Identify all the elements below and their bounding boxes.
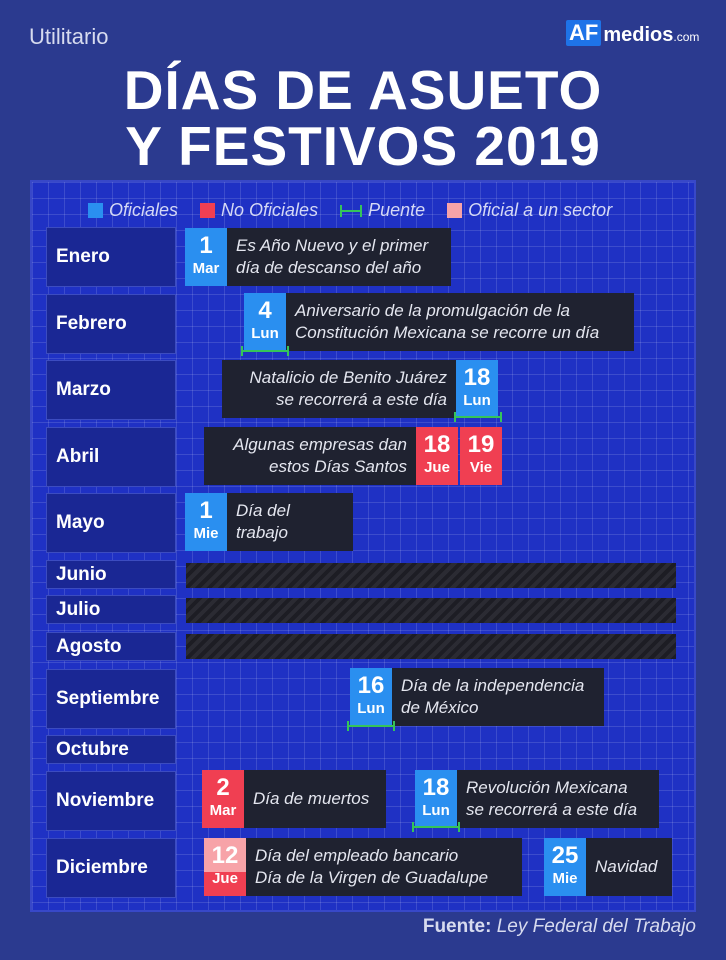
bracket-icon <box>340 205 362 217</box>
legend-puente-label: Puente <box>368 200 426 220</box>
day-number: 1 <box>199 497 213 524</box>
empty-bar-agosto <box>186 634 676 659</box>
puente-bracket-nov <box>412 822 460 832</box>
desc-line: Algunas empresas dan <box>233 435 407 454</box>
desc-line: Día del empleado bancario <box>255 846 459 865</box>
source-label: Fuente: <box>422 916 492 937</box>
day-of-week: Lun <box>422 802 450 819</box>
pink-square-icon <box>447 203 462 218</box>
date-badge-abr-19 <box>460 427 502 485</box>
desc-sep <box>392 668 604 726</box>
day-of-week: Jue <box>424 459 450 476</box>
day-number: 18 <box>463 364 491 391</box>
day-number: 25 <box>551 842 579 869</box>
day-of-week: Vie <box>469 459 493 476</box>
month-junio: Junio <box>46 560 176 589</box>
day-of-week: Lun <box>251 325 279 342</box>
desc-line: Natalicio de Benito Juárez <box>249 368 447 387</box>
month-abril: Abril <box>46 427 176 487</box>
logo-af: AF <box>566 20 601 46</box>
desc-mar <box>222 360 456 418</box>
desc-line: Día del trabajo <box>236 501 290 542</box>
desc-line: Día de muertos <box>253 789 370 808</box>
month-diciembre: Diciembre <box>46 838 176 898</box>
date-badge-mar <box>456 360 498 418</box>
desc-line: Constitución Mexicana se recorre un día <box>295 323 600 342</box>
desc-dic-2 <box>586 838 672 896</box>
month-octubre: Octubre <box>46 735 176 764</box>
source-credit <box>423 916 696 938</box>
date-badge-nov-18 <box>415 770 457 828</box>
legend-puente <box>340 200 425 221</box>
desc-dic-1 <box>246 838 522 896</box>
date-badge-dic-25 <box>544 838 586 896</box>
legend-no-oficiales <box>200 200 318 221</box>
date-badge-dic-12 <box>204 838 246 896</box>
day-of-week: Mie <box>193 525 219 542</box>
day-of-week: Lun <box>463 392 491 409</box>
desc-line: Día de la independencia <box>401 676 585 695</box>
legend-oficiales <box>88 200 178 221</box>
legend-no-oficiales-label: No Oficiales <box>221 200 319 220</box>
day-number: 16 <box>357 672 385 699</box>
month-febrero: Febrero <box>46 294 176 354</box>
day-number: 1 <box>199 232 213 259</box>
desc-line: se recorrerá a este día <box>466 800 638 819</box>
desc-line: estos Días Santos <box>269 457 407 476</box>
month-noviembre: Noviembre <box>46 771 176 831</box>
day-number: 18 <box>422 774 450 801</box>
date-badge-sep <box>350 668 392 726</box>
day-of-week: Mar <box>192 260 220 277</box>
legend-sector-label: Oficial a un sector <box>468 200 613 220</box>
date-badge-may <box>185 493 227 551</box>
month-marzo: Marzo <box>46 360 176 420</box>
empty-bar-junio <box>186 563 676 588</box>
desc-feb <box>286 293 634 351</box>
date-badge-feb <box>244 293 286 351</box>
logo-domain: .com <box>673 30 700 44</box>
source-value: Ley Federal del Trabajo <box>496 916 696 937</box>
red-square-icon <box>200 203 215 218</box>
desc-may <box>227 493 353 551</box>
section-label: Utilitario <box>29 24 109 49</box>
date-badge-nov-2 <box>202 770 244 828</box>
desc-line: Es Año Nuevo y el primer <box>236 236 429 255</box>
desc-nov-1 <box>244 770 386 828</box>
title-line-2: Y FESTIVOS 2019 <box>125 115 601 177</box>
blue-square-icon <box>88 203 103 218</box>
legend-sector <box>447 200 612 221</box>
desc-line: Aniversario de la promulgación de la <box>295 301 570 320</box>
desc-abr <box>204 427 416 485</box>
month-septiembre: Septiembre <box>46 669 176 729</box>
day-of-week: Mar <box>209 802 237 819</box>
legend <box>88 200 634 221</box>
calendar-panel <box>30 180 696 912</box>
desc-line: día de descanso del año <box>236 258 422 277</box>
empty-bar-julio <box>186 598 676 623</box>
desc-line: se recorrerá a este día <box>275 390 447 409</box>
title-line-1: DÍAS DE ASUETO <box>123 59 603 121</box>
date-badge-abr-18 <box>416 427 458 485</box>
desc-ene <box>227 228 451 286</box>
day-number: 4 <box>258 297 272 324</box>
month-mayo: Mayo <box>46 493 176 553</box>
day-of-week: Jue <box>212 870 238 887</box>
month-enero: Enero <box>46 227 176 287</box>
day-number: 2 <box>216 774 230 801</box>
puente-bracket-mar <box>454 412 502 422</box>
month-agosto: Agosto <box>46 632 176 661</box>
desc-line: Revolución Mexicana <box>466 778 628 797</box>
legend-oficiales-label: Oficiales <box>109 200 179 220</box>
logo-medios: medios <box>603 24 674 46</box>
desc-line: Día de la Virgen de Guadalupe <box>255 868 489 887</box>
day-number: 12 <box>211 842 239 869</box>
day-number: 19 <box>467 431 495 458</box>
date-badge-ene <box>185 228 227 286</box>
day-of-week: Mie <box>552 870 578 887</box>
day-of-week: Lun <box>357 700 385 717</box>
afmedios-logo <box>566 20 699 46</box>
day-number: 18 <box>423 431 451 458</box>
desc-nov-2 <box>457 770 659 828</box>
month-julio: Julio <box>46 595 176 624</box>
puente-bracket-feb <box>241 346 289 356</box>
desc-line: Navidad <box>595 857 658 876</box>
puente-bracket-sep <box>347 721 395 731</box>
desc-line: de México <box>401 698 479 717</box>
